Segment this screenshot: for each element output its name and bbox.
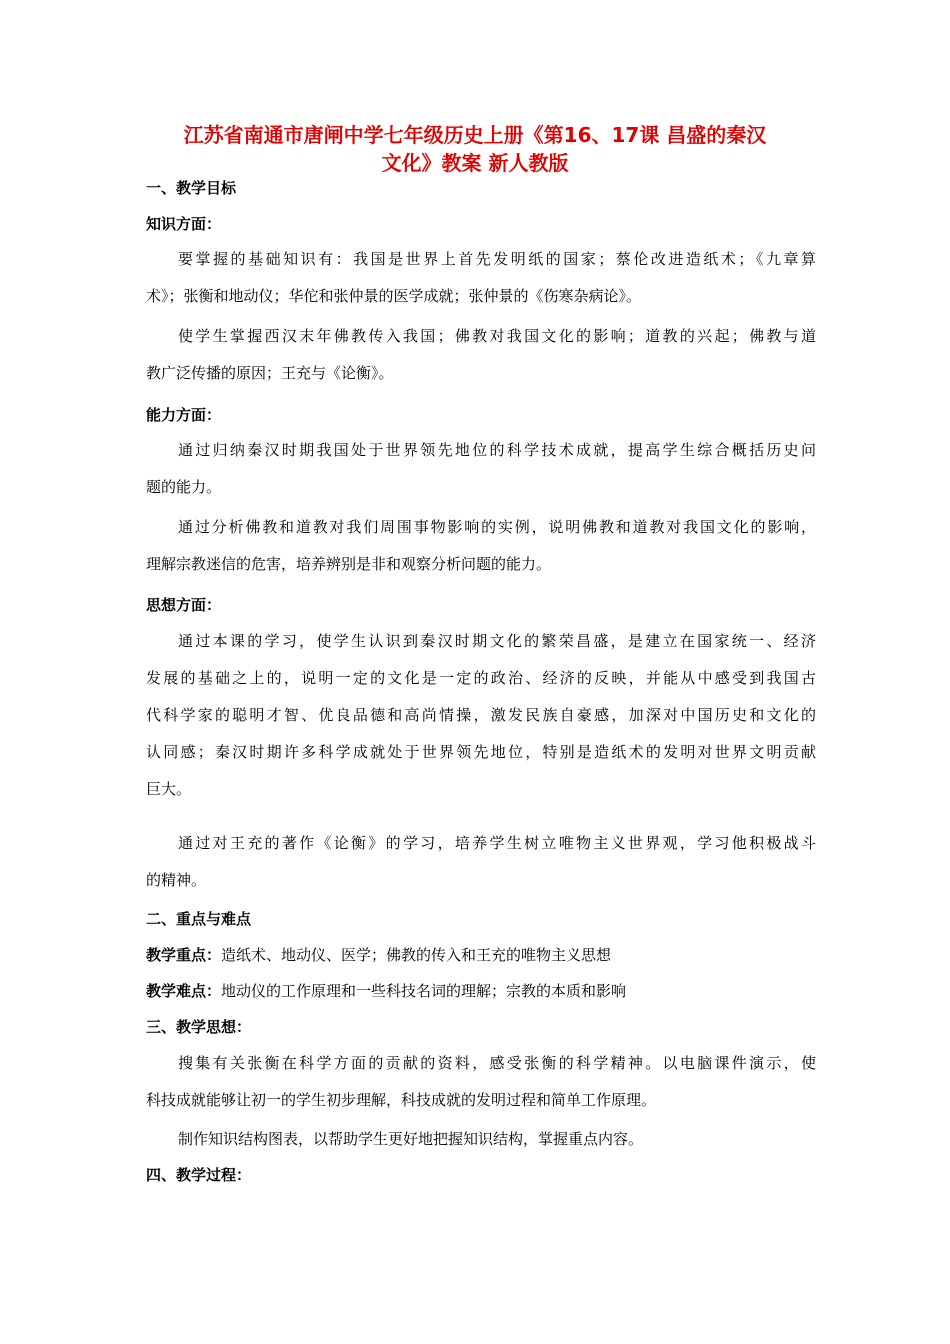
paragraph-ability-1 xyxy=(146,440,816,514)
text-line: 搜集有关张衡在科学方面的贡献的资料，感受张衡的科学精神。以电脑课件演示，使 xyxy=(178,1054,816,1072)
paragraph-knowledge-1 xyxy=(146,249,816,323)
text-line: 代科学家的聪明才智、优良品德和高尚情操，激发民族自豪感，加深对中国历史和文化的 xyxy=(146,706,816,724)
paragraph-idea-1 xyxy=(146,1053,816,1127)
difficulty-line xyxy=(146,981,626,1001)
paragraph-thought-2 xyxy=(146,833,816,907)
title-line-1: 江苏省南通市唐闸中学七年级历史上册《第16、17课 昌盛的秦汉 xyxy=(183,123,767,147)
text-line: 通过归纳秦汉时期我国处于世界领先地位的科学技术成就，提高学生综合概括历史问 xyxy=(178,441,816,459)
text-line: 的精神。 xyxy=(146,871,207,889)
subheading-knowledge: 知识方面： xyxy=(146,215,222,233)
text-line: 使学生掌握西汉末年佛教传入我国；佛教对我国文化的影响；道教的兴起；佛教与道 xyxy=(178,327,816,345)
paragraph-ability-2 xyxy=(146,517,816,591)
key-point-line xyxy=(146,945,611,965)
text-line: 教广泛传播的原因；王充与《论衡》。 xyxy=(146,364,394,382)
text-line: 认同感；秦汉时期许多科学成就处于世界领先地位，特别是造纸术的发明对世界文明贡献 xyxy=(146,743,816,761)
paragraph-thought-1 xyxy=(146,631,816,816)
section-heading-process: 四、教学过程： xyxy=(146,1166,252,1184)
text-line: 通过对王充的著作《论衡》的学习，培养学生树立唯物主义世界观，学习他积极战斗 xyxy=(178,834,816,852)
document-title xyxy=(140,121,810,177)
text-line: 术》；张衡和地动仪；华佗和张仲景的医学成就；张仲景的《伤寒杂病论》。 xyxy=(146,287,642,305)
paragraph-idea-2 xyxy=(146,1129,816,1166)
section-heading-teaching-idea: 三、教学思想： xyxy=(146,1018,252,1036)
text-line: 发展的基础之上的，说明一定的文化是一定的政治、经济的反映，并能从中感受到我国古 xyxy=(146,669,816,687)
text-line: 通过分析佛教和道教对我们周围事物影响的实例，说明佛教和道教对我国文化的影响， xyxy=(178,518,816,536)
difficulty-text: 地动仪的工作原理和一些科技名词的理解；宗教的本质和影响 xyxy=(221,982,627,1000)
difficulty-label: 教学难点： xyxy=(146,982,222,1000)
title-line-2: 文化》教案 新人教版 xyxy=(381,151,569,175)
key-point-text: 造纸术、地动仪、医学；佛教的传入和王充的唯物主义思想 xyxy=(221,946,612,964)
text-line: 制作知识结构图表，以帮助学生更好地把握知识结构，掌握重点内容。 xyxy=(178,1130,644,1148)
text-line: 理解宗教迷信的危害，培养辨别是非和观察分析问题的能力。 xyxy=(146,555,552,573)
subheading-ability: 能力方面： xyxy=(146,406,222,424)
subheading-thought: 思想方面： xyxy=(146,596,222,614)
text-line: 巨大。 xyxy=(146,780,192,798)
text-line: 题的能力。 xyxy=(146,478,222,496)
paragraph-knowledge-2 xyxy=(146,326,816,400)
key-point-label: 教学重点： xyxy=(146,946,222,964)
text-line: 要掌握的基础知识有：我国是世界上首先发明纸的国家；蔡伦改进造纸术；《九章算 xyxy=(178,250,816,268)
section-heading-key-points: 二、重点与难点 xyxy=(146,910,252,928)
text-line: 通过本课的学习，使学生认识到秦汉时期文化的繁荣昌盛，是建立在国家统一、经济 xyxy=(178,632,816,650)
text-line: 科技成就能够让初一的学生初步理解，科技成就的发明过程和简单工作原理。 xyxy=(146,1091,657,1109)
section-heading-objectives: 一、教学目标 xyxy=(146,179,237,197)
